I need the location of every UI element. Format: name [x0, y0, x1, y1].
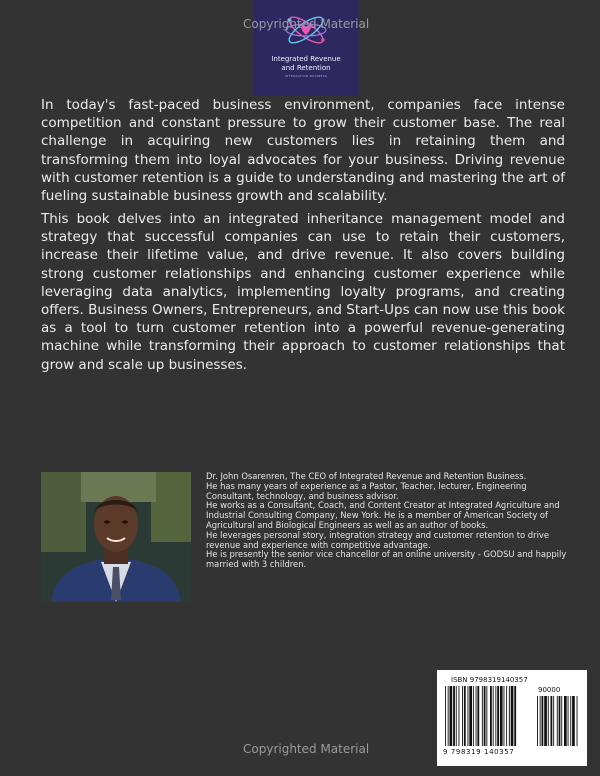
- isbn-label: ISBN 9798319140357: [451, 676, 528, 684]
- isbn-barcode: [437, 670, 587, 766]
- bio-line-2: He has many years of experience as a Pastor, Teacher, lecturer, Engineering Consultant, technology, and business advisor.: [206, 480, 527, 501]
- bio-line-5: He is presently the senior vice chancellor of an online university - GODSU and happily married with 3 children.: [206, 549, 567, 570]
- watermark-top: Copyrighted Material: [243, 17, 370, 31]
- publisher-logo: [253, 0, 359, 96]
- barcode-digits: 9 798319 140357: [443, 748, 515, 756]
- bio-line-4: He leverages personal story, integration strategy and customer retention to drive revenue and experience with competitive advantage.: [206, 529, 549, 550]
- watermark-bottom: Copyrighted Material: [243, 742, 370, 756]
- author-portrait: [41, 472, 191, 602]
- price-code: 90000: [538, 686, 561, 694]
- logo-title: [253, 55, 359, 73]
- bio-line-3: He works as a Consultant, Coach, and Content Creator at Integrated Agriculture and Industrial Consulting Company, New York. He is a member of American Society of Agricultural and Biological Engineers as well as an author of books.: [206, 500, 560, 530]
- author-bio: [206, 472, 572, 570]
- logo-title-line1: Integrated Revenue: [271, 55, 341, 63]
- author-photo: [41, 472, 191, 602]
- logo-title-line2: and Retention: [281, 64, 331, 72]
- blurb-paragraph-1: In today's fast-paced business environment, companies face intense competition and constant pressure to grow their customer base. The real challenge in acquiring new customers lies in retaining them and transforming them into loyal advocates for your business. Driving revenue with customer retention is a guide to understanding and mastering the art of fueling sustainable business growth and scalability.: [41, 97, 565, 205]
- bio-line-1: Dr. John Osarenren, The CEO of Integrated Revenue and Retention Business.: [206, 471, 527, 481]
- logo-tagline: INTEGRATION BUSINESS: [284, 74, 328, 78]
- blurb-paragraph-2: This book delves into an integrated inheritance management model and strategy that successful companies can use to retain their customers, increase their lifetime value, and drive revenue. It also covers building strong customer relationships and enhancing customer experience while leveraging data analytics, implementing loyalty programs, and creating offers. Business Owners, Entrepreneurs, and Start-Ups can now use this book as a tool to turn customer retention into a powerful revenue-generating machine while transforming their approach to customer relationships that grow and scale up businesses.: [41, 211, 565, 373]
